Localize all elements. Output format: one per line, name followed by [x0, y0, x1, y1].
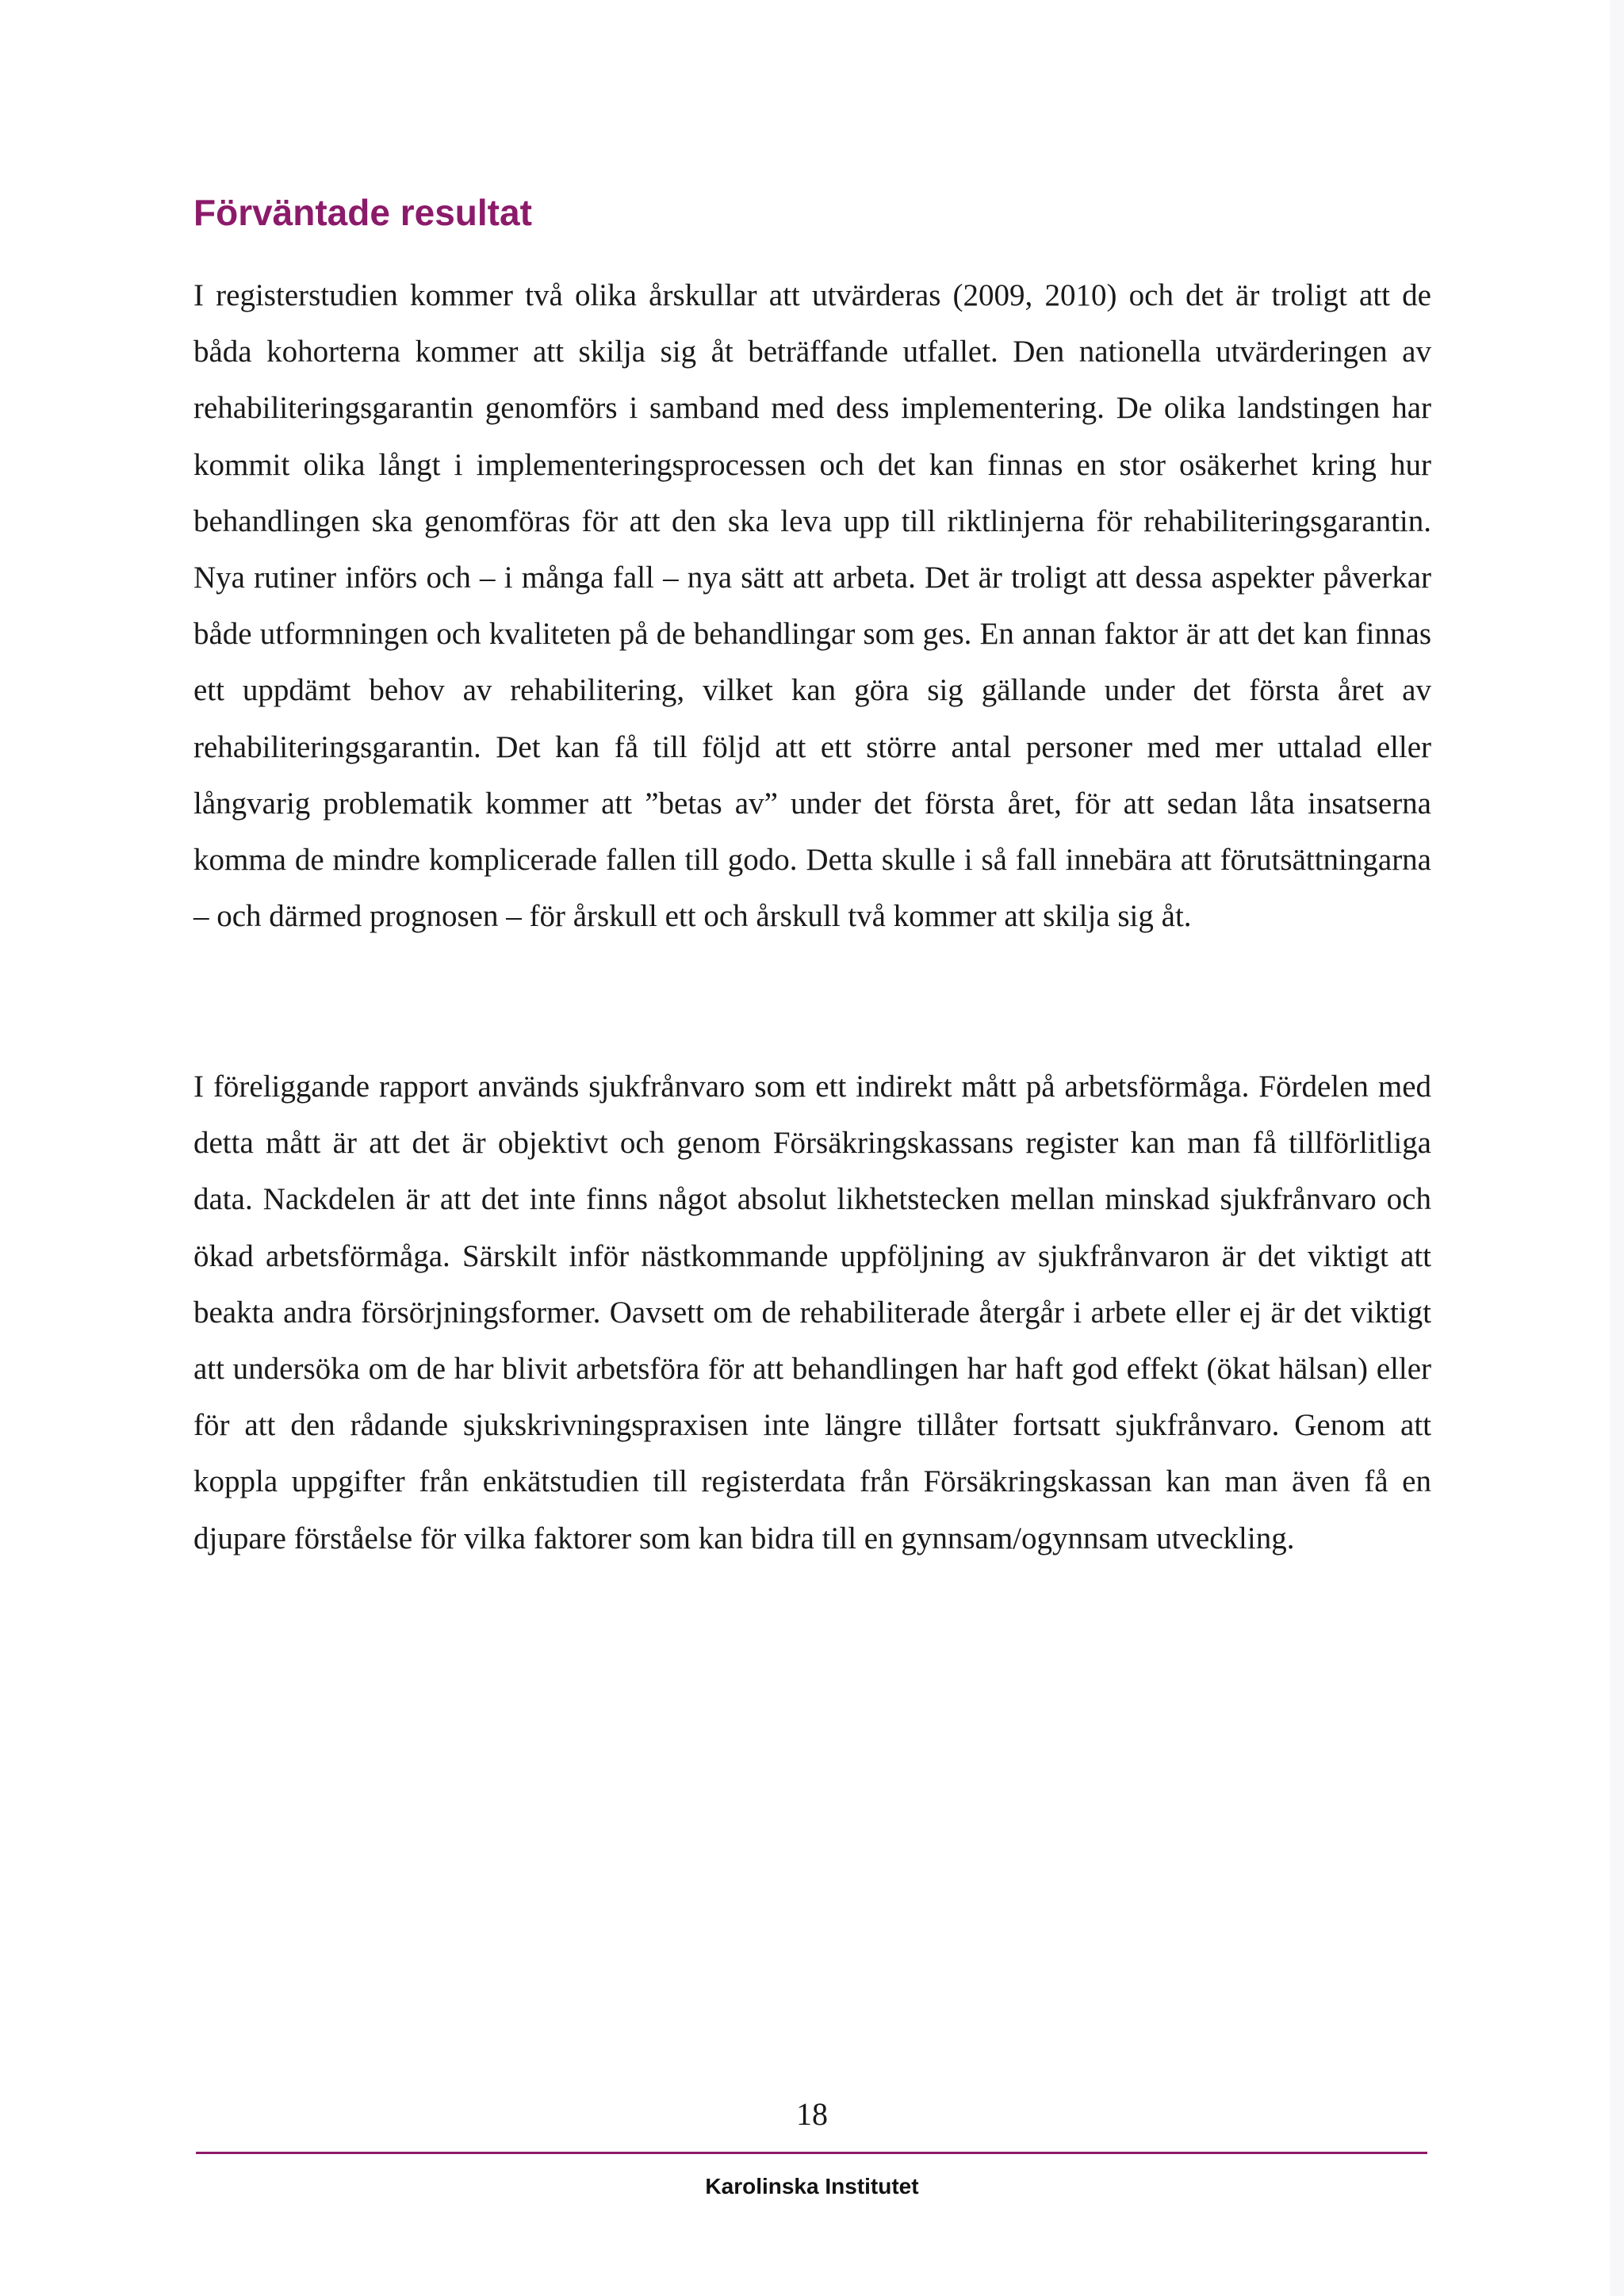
page-edge-shading	[1610, 0, 1624, 2296]
body-paragraph-1: I registerstudien kommer två olika årskullar att utvärderas (2009, 2010) och det är troligt att de båda kohorterna kommer att skilja sig åt beträffande utfallet. Den nationella utvärderingen av rehabiliteringsgarantin genomförs i samband med dess implementering. De olika landstingen har kommit olika långt i implementeringsprocessen och det kan finnas en stor osäkerhet kring hur behandlingen ska genomföras för att den ska leva upp till riktlinjerna för rehabiliteringsgarantin. Nya rutiner införs och – i många fall – nya sätt att arbeta. Det är troligt att dessa aspekter påverkar både utformningen och kvaliteten på de behandlingar som ges. En annan faktor är att det kan finnas ett uppdämt behov av rehabilitering, vilket kan göra sig gällande under det första året av rehabiliteringsgarantin. Det kan få till följd att ett större antal personer med mer uttalad eller långvarig problematik kommer att ”betas av” under det första året, för att sedan låta insatserna komma de mindre komplicerade fallen till godo. Detta skulle i så fall innebära att förutsättningarna – och därmed prognosen – för årskull ett och årskull två kommer att skilja sig åt.	[193, 278, 1431, 934]
footer-divider	[196, 2152, 1427, 2154]
page-number: 18	[796, 2096, 828, 2132]
footer-institution: Karolinska Institutet	[705, 2174, 919, 2198]
section-heading: Förväntade resultat	[193, 192, 532, 233]
body-paragraph-2: I föreliggande rapport används sjukfrånvaro som ett indirekt mått på arbetsförmåga. Fördelen med detta mått är att det är objektivt och genom Försäkringskassans register kan man få tillförlitliga data. Nackdelen är att det inte finns något absolut likhetstecken mellan minskad sjukfrånvaro och ökad arbetsförmåga. Särskilt inför nästkommande uppföljning av sjukfrånvaron är det viktigt att beakta andra försörjningsformer. Oavsett om de rehabiliterade återgår i arbete eller ej är det viktigt att undersöka om de har blivit arbetsföra för att behandlingen har haft god effekt (ökat hälsan) eller för att den rådande sjukskrivningspraxisen inte längre tillåter fortsatt sjukfrånvaro. Genom att koppla uppgifter från enkätstudien till registerdata från Försäkringskassan kan man även få en djupare förståelse för vilka faktorer som kan bidra till en gynnsam/ogynnsam utveckling.	[193, 1070, 1431, 1556]
